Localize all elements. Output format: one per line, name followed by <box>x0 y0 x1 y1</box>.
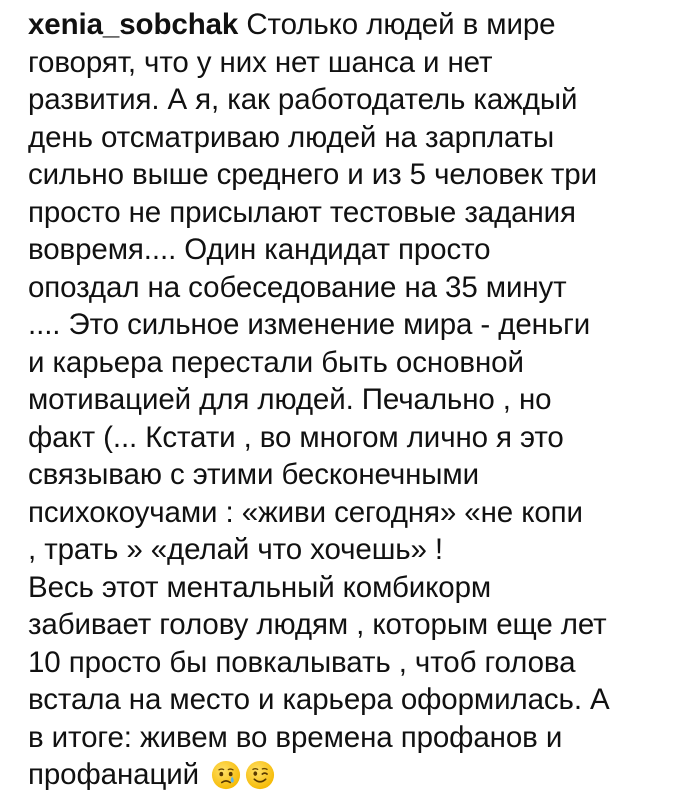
winking-face-emoji-icon <box>245 760 275 790</box>
caption-line-6: просто не присылают тестовые задания <box>28 195 576 229</box>
caption-line-3: развития. А я, как работодатель каждый <box>28 83 578 116</box>
caption-line-4: день отсматриваю людей на зарплаты <box>28 120 555 154</box>
caption-line-15: , трать » «делай что хочешь» ! <box>28 533 444 566</box>
caption-line-16: Весь этот ментальный комбикорм <box>28 570 492 604</box>
caption-text: Столько людей в мире <box>246 8 556 41</box>
caption-line-14: психокоучами : «живи сегодня» «не копи <box>28 495 583 529</box>
caption-line-19: встала на место и карьера оформилась. А <box>28 683 610 716</box>
caption-line-12: факт (... Кстати , во многом лично я это <box>28 420 564 454</box>
caption-line-2: говорят, что у них нет шанса и нет <box>28 45 493 79</box>
caption-line-21 <box>28 756 668 794</box>
crying-face-emoji-icon <box>211 760 241 790</box>
caption-line-7: вовремя.... Один кандидат просто <box>28 233 491 266</box>
caption-line-8: опоздал на собеседование на 35 минут <box>28 270 567 304</box>
caption-line-11: мотивацией для людей. Печально , но <box>28 383 552 416</box>
caption-line-20: в итоге: живем во времена профанов и <box>28 720 563 754</box>
caption-line-18: 10 просто бы повкалывать , чтоб голова <box>28 645 576 679</box>
caption-line-5: сильно выше среднего и из 5 человек три <box>28 158 597 191</box>
caption-line-10: и карьера перестали быть основной <box>28 345 524 379</box>
caption-line-13: связываю с этими бесконечными <box>28 458 479 491</box>
caption-line-1 <box>28 6 668 44</box>
post-caption <box>28 6 668 794</box>
username[interactable]: xenia_sobchak <box>28 8 239 41</box>
caption-line-9: .... Это сильное изменение мира - деньги <box>28 308 591 341</box>
caption-line-17: забивает голову людям , которым еще лет <box>28 608 607 641</box>
caption-last-text: профанаций <box>28 758 200 791</box>
